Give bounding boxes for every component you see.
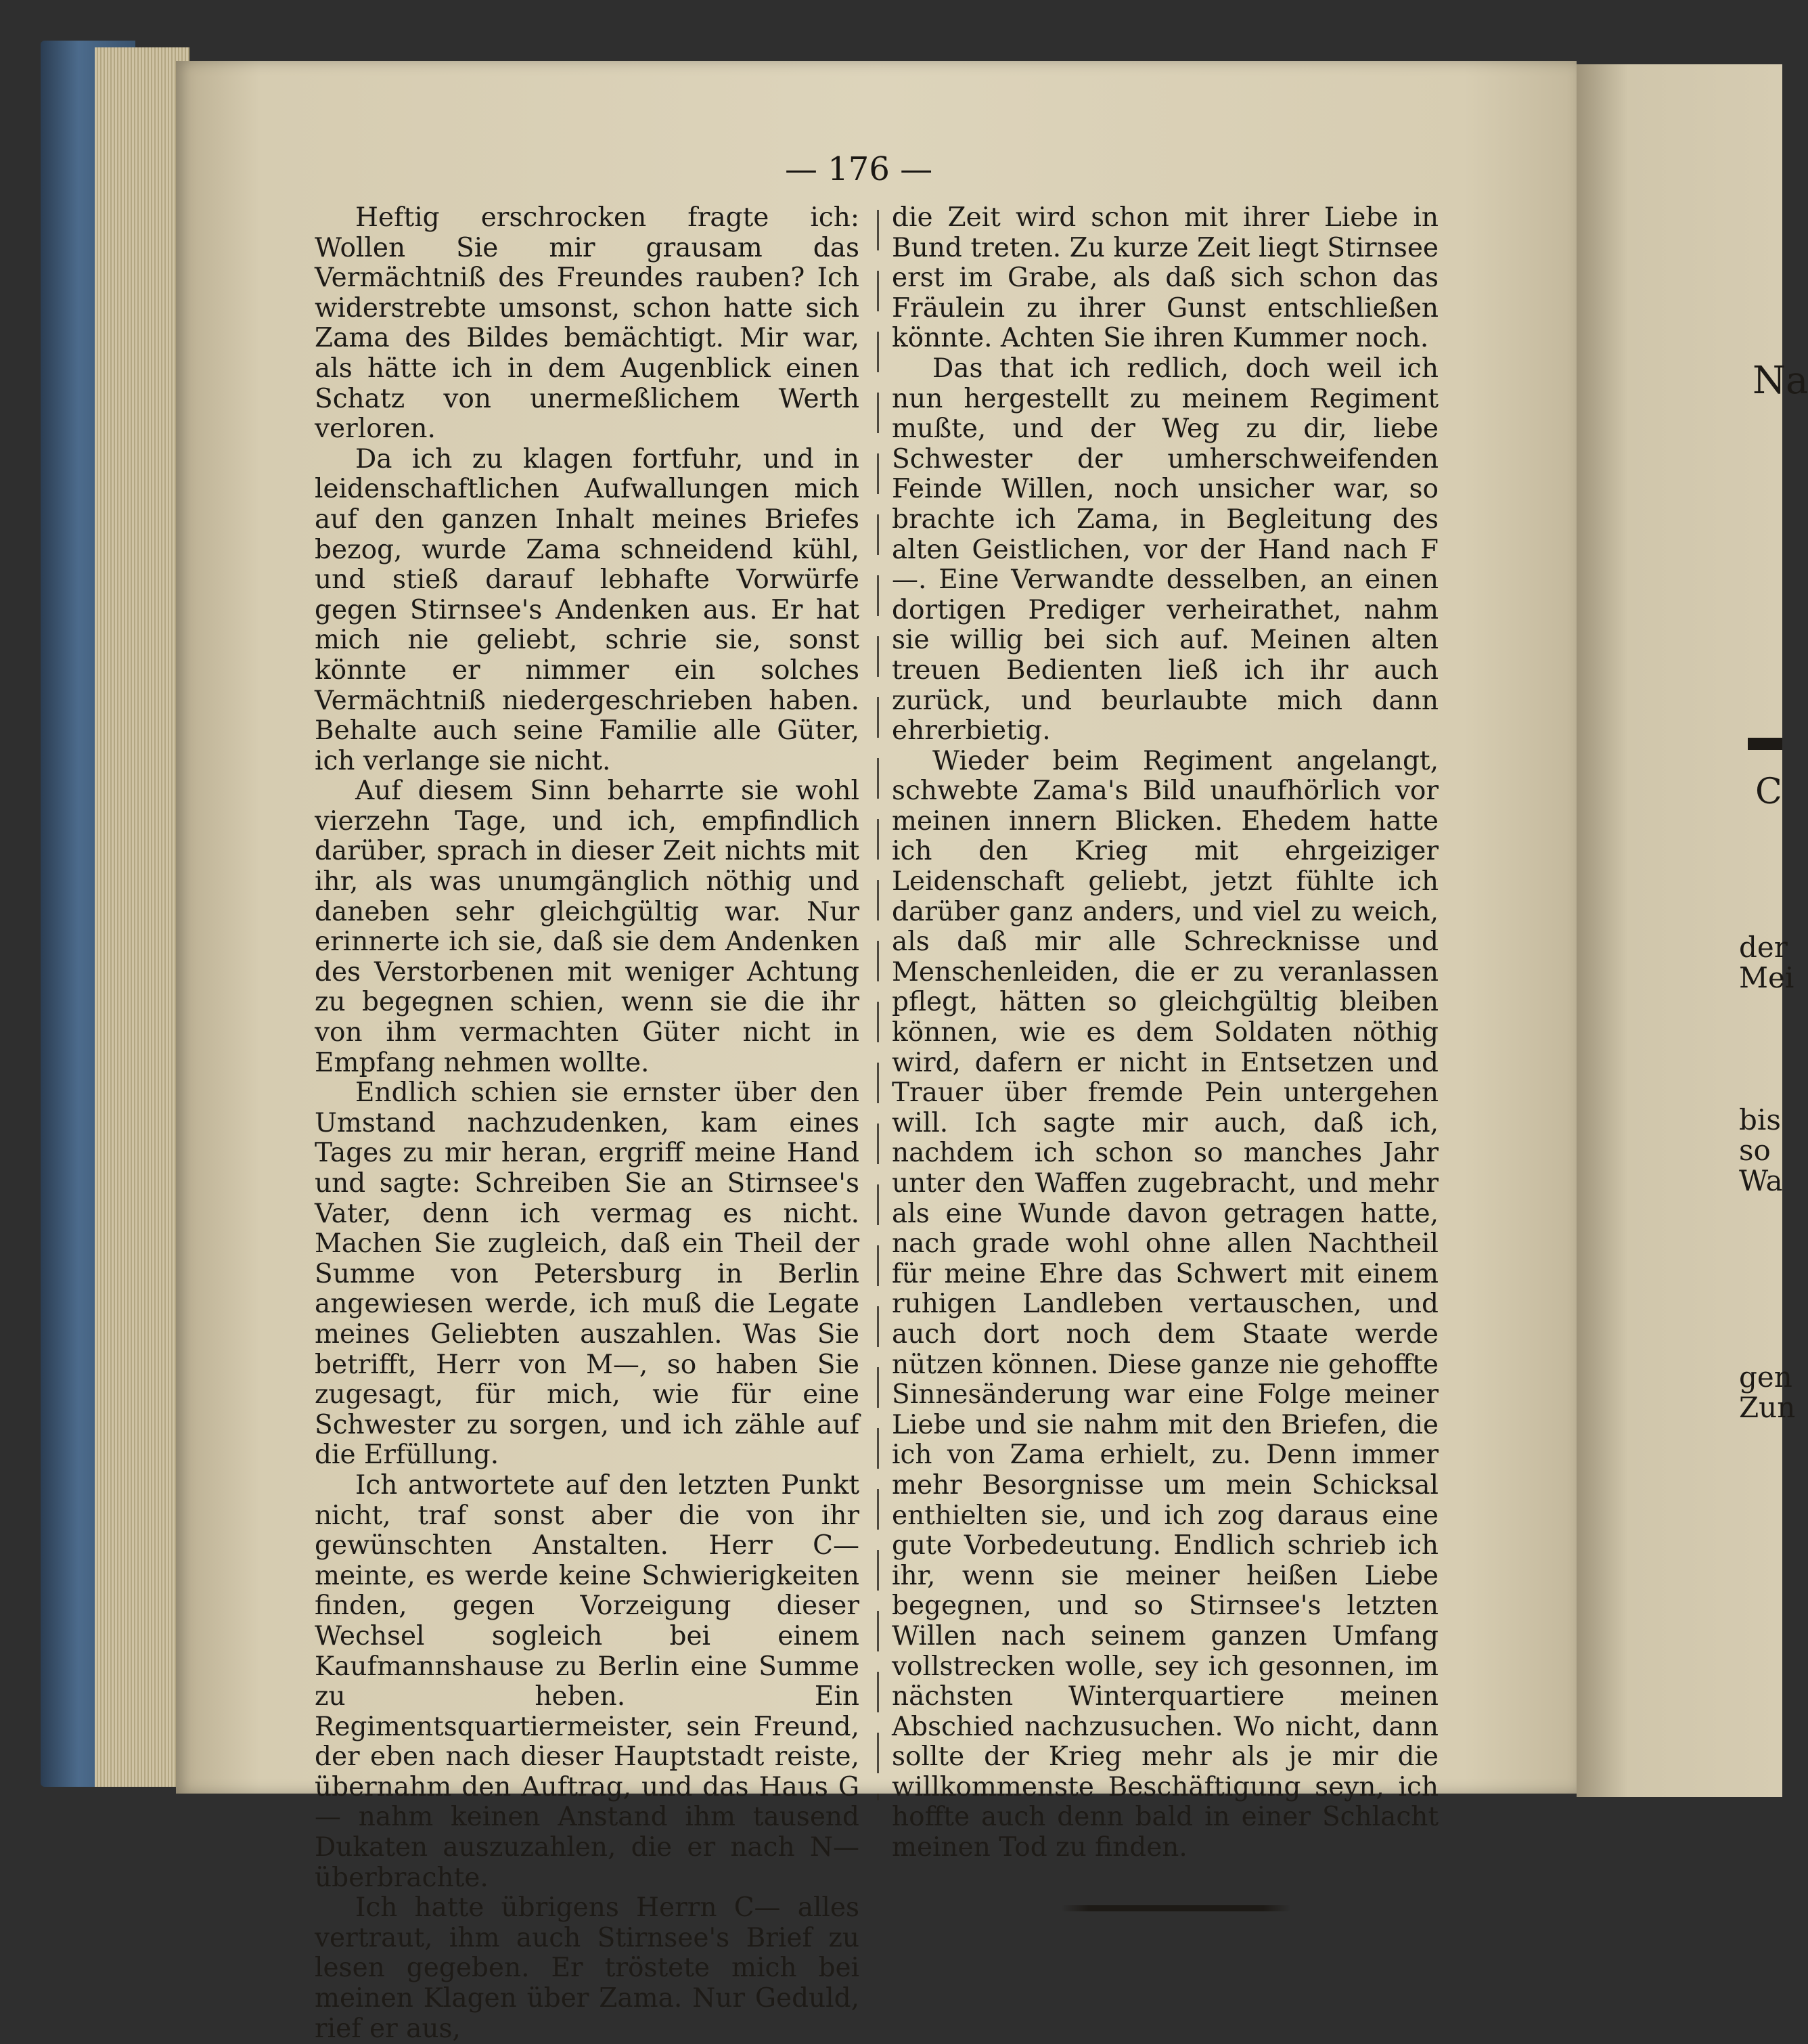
next-page-fragment: so [1739, 1134, 1771, 1167]
paragraph: Endlich schien sie ernster über den Umstand nachzudenken, kam eines Tages zu mir heran, ergriff meine Hand und sagte: Schreiben Sie an Stirnsee's Vater, denn ich vermag es nicht. Machen Sie zugleich, daß ein Theil der Summe von Petersburg in Berlin angewiesen werde, ich muß die Legate meines Geliebten auszahlen. Was Sie betrifft, Herr von M—, so haben Sie zugesagt, für mich, wie für eine Schwester zu sorgen, und ich zähle auf die Erfüllung. [315, 1077, 859, 1471]
paragraph: Das that ich redlich, doch weil ich nun hergestellt zu meinem Regiment mußte, und der Weg zu dir, liebe Schwester der umherschweifenden Feinde Willen, noch unsicher war, so brachte ich Zama, in Begleitung des alten Geistlichen, vor der Hand nach F—. Eine Verwandte desselben, an einen dortigen Prediger verheirathet, nahm sie willig bei sich auf. Meinen alten treuen Bedienten ließ ich ihr auch zurück, und beurlaubte mich dann ehrerbietig. [892, 353, 1439, 747]
next-page-fragment: Zun [1739, 1391, 1796, 1424]
page-number: — 176 — [785, 150, 933, 188]
left-column [315, 203, 859, 2044]
paragraph: Ich hatte übrigens Herrn C— alles vertraut, ihm auch Stirnsee's Brief zu lesen gegeben. Er tröstete mich bei meinen Klagen über Zama. Nur Geduld, rief er aus, [315, 1892, 859, 2044]
next-page-fragment: Mei [1739, 961, 1794, 994]
next-page-fragment: C [1755, 772, 1782, 812]
next-page-rule [1748, 738, 1782, 750]
next-page-fragment: gen [1739, 1360, 1792, 1394]
paragraph: Wieder beim Regiment angelangt, schwebte Zama's Bild unaufhörlich vor meinen innern Blicken. Ehedem hatte ich den Krieg mit ehrgeiziger Leidenschaft geliebt, jetzt fühlte ich darüber ganz anders, und viel zu weich, als daß mir alle Schrecknisse und Menschenleiden, die er zu veranlassen pflegt, hätten so gleichgültig bleiben können, wie es dem Soldaten nöthig wird, dafern er nicht in Entsetzen und Trauer über fremde Pein untergehen will. Ich sagte mir auch, daß ich, nachdem ich schon so manches Jahr unter den Waffen zugebracht, und mehr als eine Wunde davon getragen hatte, nach grade wohl ohne allen Nachtheil für meine Ehre das Schwert mit einem ruhigen Landleben vertauschen, und auch dort noch dem Staate werde nützen können. Diese ganze nie gehoffte Sinnesänderung war eine Folge meiner Liebe und sie nahm mit den Briefen, die ich von Zama erhielt, zu. Denn immer mehr Besorgnisse um mein Schicksal enthielten sie, und ich zog daraus eine gute Vorbedeutung. Endlich schrieb ich ihr, wenn sie meiner heißen Liebe begegnen, und so Stirnsee's letzten Willen nach seinem ganzen Umfang vollstrecken wolle, sey ich gesonnen, im nächsten Winterquartiere meinen Abschied nachzusuchen. Wo nicht, dann sollte der Krieg mehr als je mir die willkommenste Beschäftigung seyn, ich hoffte auch denn bald in einer Schlacht meinen Tod zu finden. [892, 745, 1439, 1863]
next-page-fragment: Wa [1739, 1164, 1783, 1197]
column-divider [877, 210, 879, 1800]
next-page-fragment: der [1739, 931, 1788, 964]
page-edges [95, 47, 189, 1787]
end-ornament [1061, 1905, 1291, 1911]
paragraph: Ich antwortete auf den letzten Punkt nicht, traf sonst aber die von ihr gewünschten Anstalten. Herr C— meinte, es werde keine Schwierigkeiten finden, gegen Vorzeigung dieser Wechsel sogleich bei einem Kaufmannshause zu Berlin eine Summe zu heben. Ein Regimentsquartiermeister, sein Freund, der eben nach dieser Hauptstadt reiste, übernahm den Auftrag, und das Haus G— nahm keinen Anstand ihm tausend Dukaten auszuzahlen, die er nach N— überbrachte. [315, 1469, 859, 1893]
paragraph: Auf diesem Sinn beharrte sie wohl vierzehn Tage, und ich, empfindlich darüber, sprach in dieser Zeit nichts mit ihr, als was unumgänglich nöthig und daneben sehr gleichgültig war. Nur erinnerte ich sie, daß sie dem Andenken des Verstorbenen mit weniger Achtung zu begegnen schien, wenn sie die ihr von ihm vermachten Güter nicht in Empfang nehmen wollte. [315, 776, 859, 1078]
paragraph: Da ich zu klagen fortfuhr, und in leidenschaftlichen Aufwallungen mich auf den ganzen Inhalt meines Briefes bezog, wurde Zama schneidend kühl, und stieß darauf lebhafte Vorwürfe gegen Stirnsee's Andenken aus. Er hat mich nie geliebt, schrie sie, sonst könnte er nimmer ein solches Vermächtniß niedergeschrieben haben. Behalte auch seine Familie alle Güter, ich verlange sie nicht. [315, 443, 859, 776]
paragraph: die Zeit wird schon mit ihrer Liebe in Bund treten. Zu kurze Zeit liegt Stirnsee erst im Grabe, als daß sich schon das Fräulein zu ihrer Gunst entschließen könnte. Achten Sie ihren Kummer noch. [892, 202, 1439, 354]
next-page-fragment: Na [1753, 359, 1808, 403]
paragraph: Heftig erschrocken fragte ich: Wollen Sie mir grausam das Vermächtniß des Freundes rauben? Ich widerstrebte umsonst, schon hatte sich Zama des Bildes bemächtigt. Mir war, als hätte ich in dem Augenblick einen Schatz von unermeßlichem Werth verloren. [315, 202, 859, 445]
right-column [892, 203, 1439, 1911]
next-page-fragment: bis [1739, 1103, 1781, 1136]
